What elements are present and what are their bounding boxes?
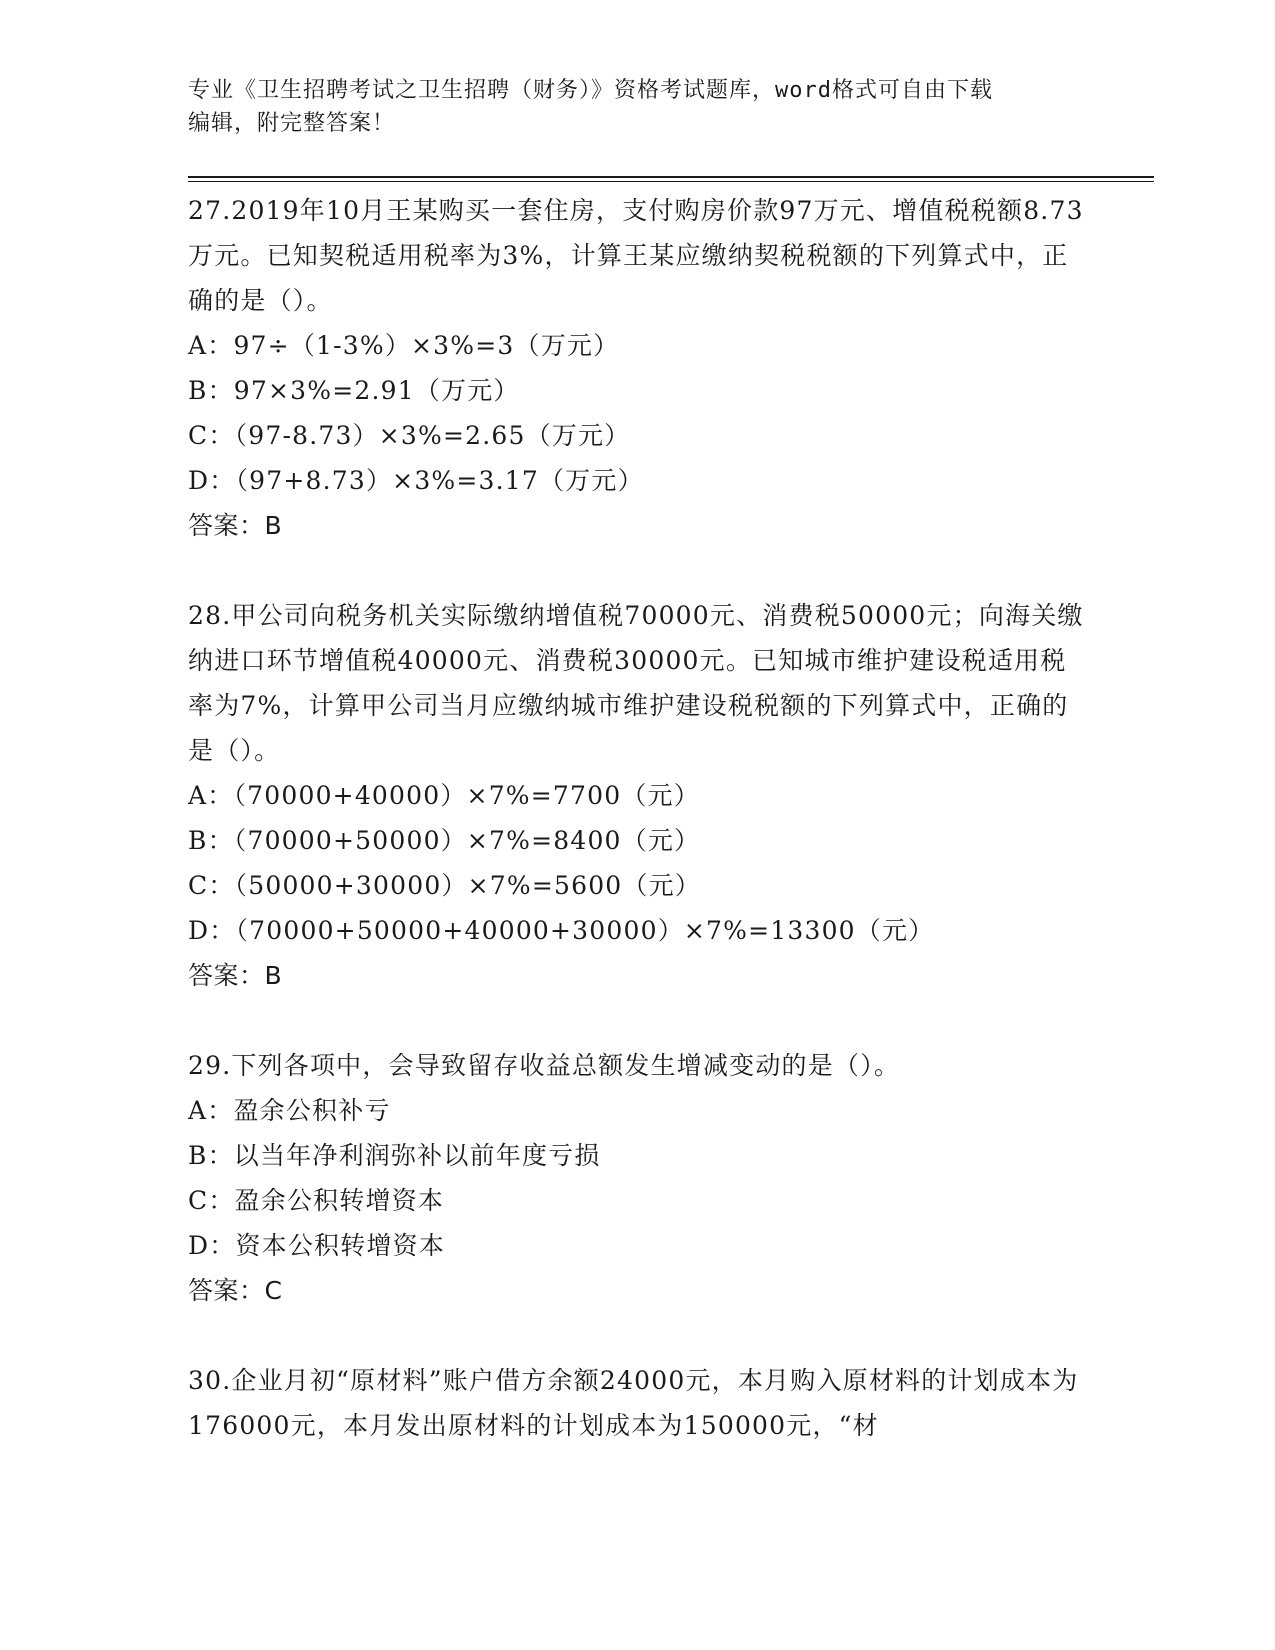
question-stem: 27.2019年10月王某购买一套住房，支付购房价款97万元、增值税税额8.73万元。已知契税适用税率为3%，计算王某应缴纳契税税额的下列算式中，正确的是（）。 [188, 196, 1084, 315]
option-c: C：（97-8.73）×3%=2.65（万元） [188, 421, 631, 450]
answer-text: 答案：B [188, 511, 283, 540]
option-c: C：盈余公积转增资本 [188, 1186, 445, 1215]
question-28 [188, 593, 1088, 998]
option-d: D：（97+8.73）×3%=3.17（万元） [188, 466, 644, 495]
header-line-1: 专业《卫生招聘考试之卫生招聘（财务）》资格考试题库，word格式可自由下载 [188, 78, 993, 103]
answer-text: 答案：B [188, 961, 283, 990]
header-divider-thin [188, 181, 1154, 182]
header-line-2: 编辑，附完整答案！ [188, 111, 396, 136]
option-b: B：（70000+50000）×7%=8400（元） [188, 826, 701, 855]
page-header [188, 74, 1088, 140]
option-a: A：盈余公积补亏 [188, 1096, 391, 1125]
option-b: B：97×3%=2.91（万元） [188, 376, 520, 405]
option-a: A：（70000+40000）×7%=7700（元） [188, 781, 700, 810]
question-gap [188, 998, 1088, 1043]
header-divider [188, 176, 1154, 182]
question-stem: 28.甲公司向税务机关实际缴纳增值税70000元、消费税50000元；向海关缴纳进口环节增值税40000元、消费税30000元。已知城市维护建设税适用税率为7%，计算甲公司当月应缴纳城市维护建设税税额的下列算式中，正确的是（）。 [188, 601, 1084, 765]
question-gap [188, 1313, 1088, 1358]
question-27 [188, 188, 1088, 548]
question-stem: 29.下列各项中，会导致留存收益总额发生增减变动的是（）。 [188, 1051, 901, 1080]
question-gap [188, 548, 1088, 593]
option-b: B：以当年净利润弥补以前年度亏损 [188, 1141, 601, 1170]
option-d: D：（70000+50000+40000+30000）×7%=13300（元） [188, 916, 935, 945]
question-29 [188, 1043, 1088, 1313]
question-stem: 30.企业月初“原材料”账户借方余额24000元，本月购入原材料的计划成本为176000元，本月发出原材料的计划成本为150000元，“材 [188, 1366, 1079, 1440]
option-d: D：资本公积转增资本 [188, 1231, 446, 1260]
answer-text: 答案：C [188, 1276, 283, 1305]
option-c: C：（50000+30000）×7%=5600（元） [188, 871, 702, 900]
option-a: A：97÷（1-3%）×3%=3（万元） [188, 331, 620, 360]
header-divider-thick [188, 176, 1154, 178]
question-list [188, 188, 1088, 1448]
question-30 [188, 1358, 1088, 1448]
